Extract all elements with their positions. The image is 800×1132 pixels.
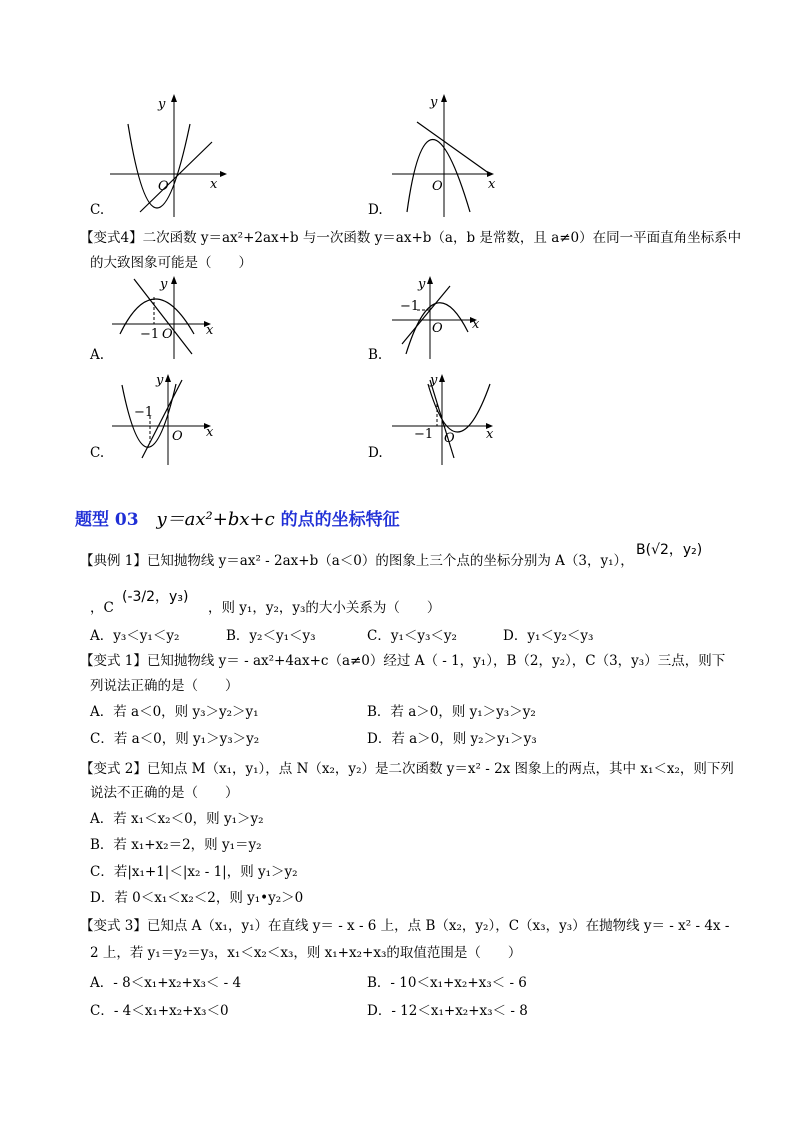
example1-option-d: D．y₁＜y₂＜y₃ [503,628,594,644]
variant1-line2: 列说法正确的是（ ） [90,678,239,694]
example1-line1: 【典例 1】已知抛物线 y＝ax² - 2ax+b（a＜0）的图象上三个点的坐标分别为 A（3，y₁）， [80,553,634,569]
example1-option-c: C．y₁＜y₃＜y₂ [367,628,457,644]
top-option-c: C. [90,202,105,218]
graph-v4-a [112,274,222,359]
x-label: x [486,427,494,442]
y-label: y [430,373,438,388]
example1-option-b: B．y₂＜y₁＜y₃ [226,628,316,644]
neg1-label: −1 [414,427,434,442]
variant2-option-b: B．若 x₁+x₂＝2，则 y₁＝y₂ [90,837,262,853]
graph-top-c [110,92,230,217]
section-title [75,505,400,531]
example1-line2-prefix: ，C [90,600,114,616]
x-label: x [472,317,480,332]
variant2-option-d: D．若 0＜x₁＜x₂＜2，则 y₁•y₂＞0 [90,890,304,906]
example1-point-b: B(√2，y₂) [636,542,703,558]
x-label: x [488,177,496,192]
x-label: x [206,425,214,440]
graph-v4-c [112,370,222,465]
variant4-line2: 的大致图象可能是（ ） [90,255,252,271]
variant3-option-c: C．- 4＜x₁+x₂+x₃＜0 [90,1003,229,1019]
variant1-option-c: C．若 a＜0，则 y₁＞y₃＞y₂ [90,731,260,747]
v4-option-b: B. [368,347,383,363]
section-title-math: y＝ax²+bx+c [156,509,275,530]
variant2-option-c: C．若|x₁+1|＜|x₂ - 1|，则 y₁＞y₂ [90,864,298,880]
graph-v4-b [392,274,502,359]
variant1-option-b: B．若 a＞0，则 y₁＞y₃＞y₂ [367,704,536,720]
x-label: x [210,177,218,192]
v4-option-c: C. [90,445,105,461]
origin-label: O [158,179,169,194]
y-label: y [430,95,438,110]
graph-top-d [392,92,512,217]
variant1-option-d: D．若 a＞0，则 y₂＞y₁＞y₃ [367,731,537,747]
neg1-label: −1 [134,405,154,420]
section-title-prefix: 题型 03 [75,510,139,530]
origin-label: O [162,327,173,342]
top-option-d: D. [368,202,383,218]
example1-point-c: (-3/2，y₃) [122,589,189,605]
graph-v4-d [392,370,502,465]
neg1-label: −1 [400,299,420,314]
variant3-line1: 【变式 3】已知点 A（x₁，y₁）在直线 y＝ - x - 6 上，点 B（x₂，y₂），C（x₃，y₃）在抛物线 y＝ - x² - 4x - [80,918,730,934]
variant4-line1: 【变式4】二次函数 y＝ax²+2ax+b 与一次函数 y＝ax+b（a，b 是常数，且 a≠0）在同一平面直角坐标系中 [80,230,742,246]
x-label: x [206,323,214,338]
y-label: y [156,373,164,388]
v4-option-a: A. [90,347,105,363]
variant2-line2: 说法不正确的是（ ） [90,785,239,801]
v4-option-d: D. [368,445,383,461]
origin-label: O [444,431,455,446]
example1-line2-suffix: ，则 y₁，y₂，y₃的大小关系为（ ） [208,600,441,616]
origin-label: O [432,179,443,194]
y-label: y [158,97,166,112]
variant3-option-b: B．- 10＜x₁+x₂+x₃＜ - 6 [367,975,527,991]
origin-label: O [172,429,183,444]
example1-option-a: A．y₃＜y₁＜y₂ [90,628,180,644]
variant2-line1: 【变式 2】已知点 M（x₁，y₁），点 N（x₂，y₂）是二次函数 y＝x² - 2x 图象上的两点，其中 x₁＜x₂，则下列 [80,761,734,777]
y-label: y [418,277,426,292]
variant1-line1: 【变式 1】已知抛物线 y＝ - ax²+4ax+c（a≠0）经过 A（ - 1，y₁），B（2，y₂），C（3，y₃）三点，则下 [80,653,726,669]
variant3-line2: 2 上，若 y₁＝y₂＝y₃，x₁＜x₂＜x₃，则 x₁+x₂+x₃的取值范围是（ ） [90,945,522,961]
variant2-option-a: A．若 x₁＜x₂＜0，则 y₁＞y₂ [90,811,264,827]
variant3-option-d: D．- 12＜x₁+x₂+x₃＜ - 8 [367,1003,528,1019]
neg1-label: −1 [140,327,160,342]
variant3-option-a: A．- 8＜x₁+x₂+x₃＜ - 4 [90,975,242,991]
y-label: y [160,277,168,292]
section-title-suffix: 的点的坐标特征 [280,510,400,530]
origin-label: O [432,321,443,336]
variant1-option-a: A．若 a＜0，则 y₃＞y₂＞y₁ [90,704,259,720]
